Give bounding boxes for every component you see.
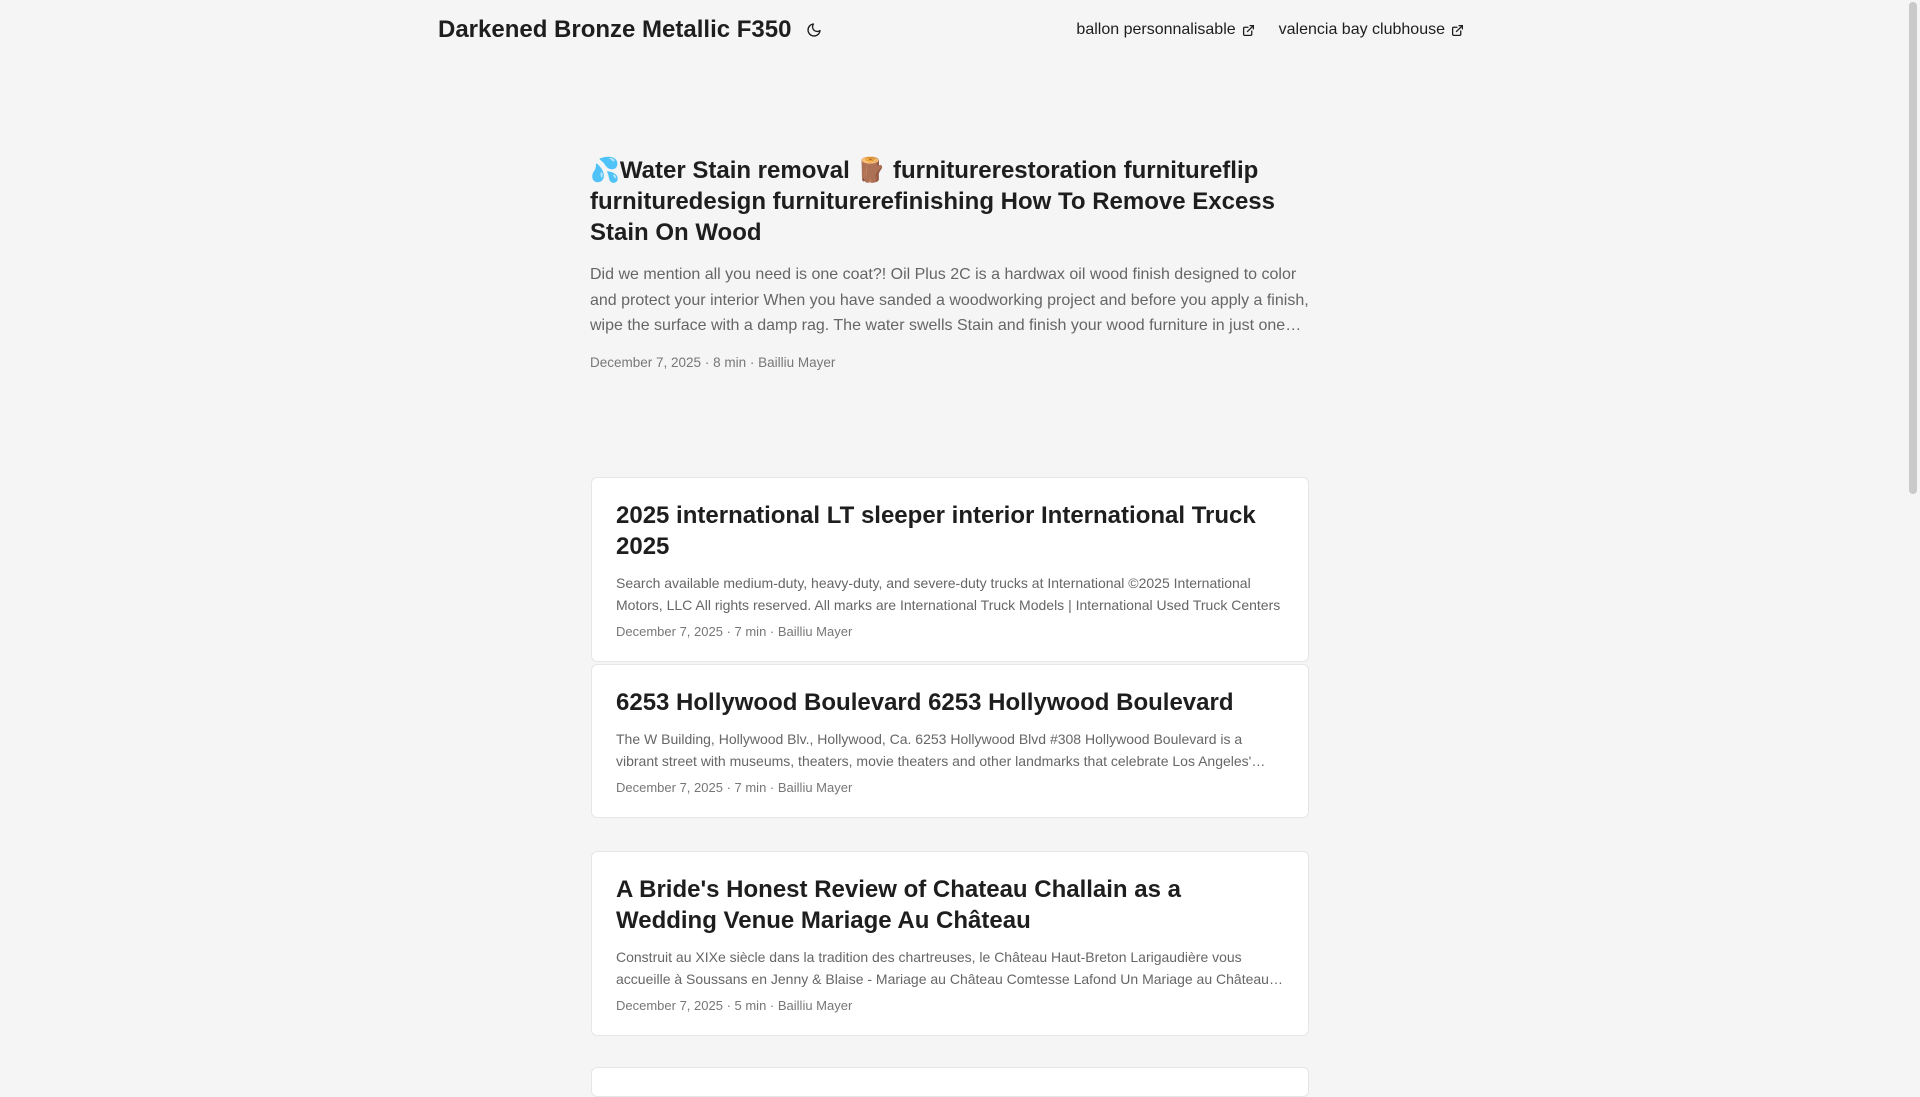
header-nav: [1076, 21, 1464, 39]
post-author: Bailliu Mayer: [758, 354, 836, 370]
scrollbar[interactable]: [1906, 0, 1920, 1080]
post-date: December 7, 2025: [590, 354, 702, 370]
meta-separator: ·: [722, 780, 735, 795]
post-card-description: Construit au XIXe siècle dans la tradition des chartreuses, le Château Haut-Breton Larigaudière vous accueille à Soussans en Jenny & Blaise - Mariage au Château Comtesse Lafond Un Mariage au Château: [616, 949, 1269, 987]
post-meta: [616, 998, 1284, 1013]
brand: [438, 16, 825, 44]
scrollbar-thumb[interactable]: [1909, 2, 1917, 494]
post-author: Bailliu Mayer: [777, 624, 853, 639]
nav-link-valencia-bay-clubhouse[interactable]: [1279, 21, 1464, 39]
nav-link-label: valencia bay clubhouse: [1278, 21, 1445, 38]
moon-icon[interactable]: [803, 19, 825, 41]
external-link-icon: [1242, 24, 1255, 37]
post-date: December 7, 2025: [616, 998, 723, 1013]
post-card-description: Search available medium-duty, heavy-duty, and severe-duty trucks at International ©2025 International Motors, LLC All rights reserved. All marks are International Truck Models | International Used Truck Centers: [616, 575, 1281, 613]
post-card-title[interactable]: A Bride's Honest Review of Chateau Challain as a Wedding Venue Mariage Au Château: [616, 876, 1181, 934]
post-card[interactable]: [591, 1067, 1309, 1097]
post-meta: [616, 780, 1284, 795]
meta-separator: ·: [746, 354, 759, 370]
post-card[interactable]: [591, 477, 1309, 662]
nav-link-ballon-personnalisable[interactable]: [1076, 21, 1254, 39]
post-card-title[interactable]: 6253 Hollywood Boulevard 6253 Hollywood Boulevard: [616, 689, 1234, 716]
site-title[interactable]: Darkened Bronze Metallic F350: [438, 16, 792, 43]
post-author: Bailliu Mayer: [777, 998, 853, 1013]
post-author: Bailliu Mayer: [777, 780, 853, 795]
meta-separator: ·: [722, 998, 735, 1013]
post-card-title[interactable]: 2025 international LT sleeper interior International Truck 2025: [616, 502, 1256, 560]
featured-post[interactable]: [590, 155, 1310, 370]
meta-separator: ·: [766, 998, 778, 1013]
meta-separator: ·: [701, 354, 714, 370]
featured-post-title[interactable]: 💦Water Stain removal 🪵 furniturerestoration furnitureflip furnituredesign furniturerefinishing How To Remove Excess Stain On Wood: [590, 157, 1275, 246]
post-read-time: 7 min: [734, 624, 767, 639]
meta-separator: ·: [766, 780, 778, 795]
meta-separator: ·: [766, 624, 778, 639]
post-read-time: 5 min: [734, 998, 767, 1013]
post-card[interactable]: [591, 851, 1309, 1036]
post-date: December 7, 2025: [616, 780, 723, 795]
external-link-icon: [1451, 24, 1464, 37]
site-header: [438, 0, 1464, 60]
meta-separator: ·: [722, 624, 735, 639]
post-card[interactable]: [591, 664, 1309, 818]
nav-link-label: ballon personnalisable: [1076, 21, 1236, 38]
post-read-time: 8 min: [713, 354, 747, 370]
post-meta: [590, 355, 1310, 370]
post-meta: [616, 624, 1284, 639]
featured-post-description: Did we mention all you need is one coat?! Oil Plus 2C is a hardwax oil wood finish designed to color and protect your interior When you have sanded a woodworking project and before you apply a finish, wipe the surface with a damp rag. The water swells Stain and finish your wood furniture in just one: [590, 266, 1309, 334]
post-date: December 7, 2025: [616, 624, 723, 639]
post-read-time: 7 min: [734, 780, 767, 795]
post-card-description: The W Building, Hollywood Blv., Hollywood, Ca. 6253 Hollywood Blvd #308 Hollywood Boulevard is a vibrant street with museums, theaters, movie theaters and other landmarks that celebrate Los Angeles': [616, 731, 1252, 769]
